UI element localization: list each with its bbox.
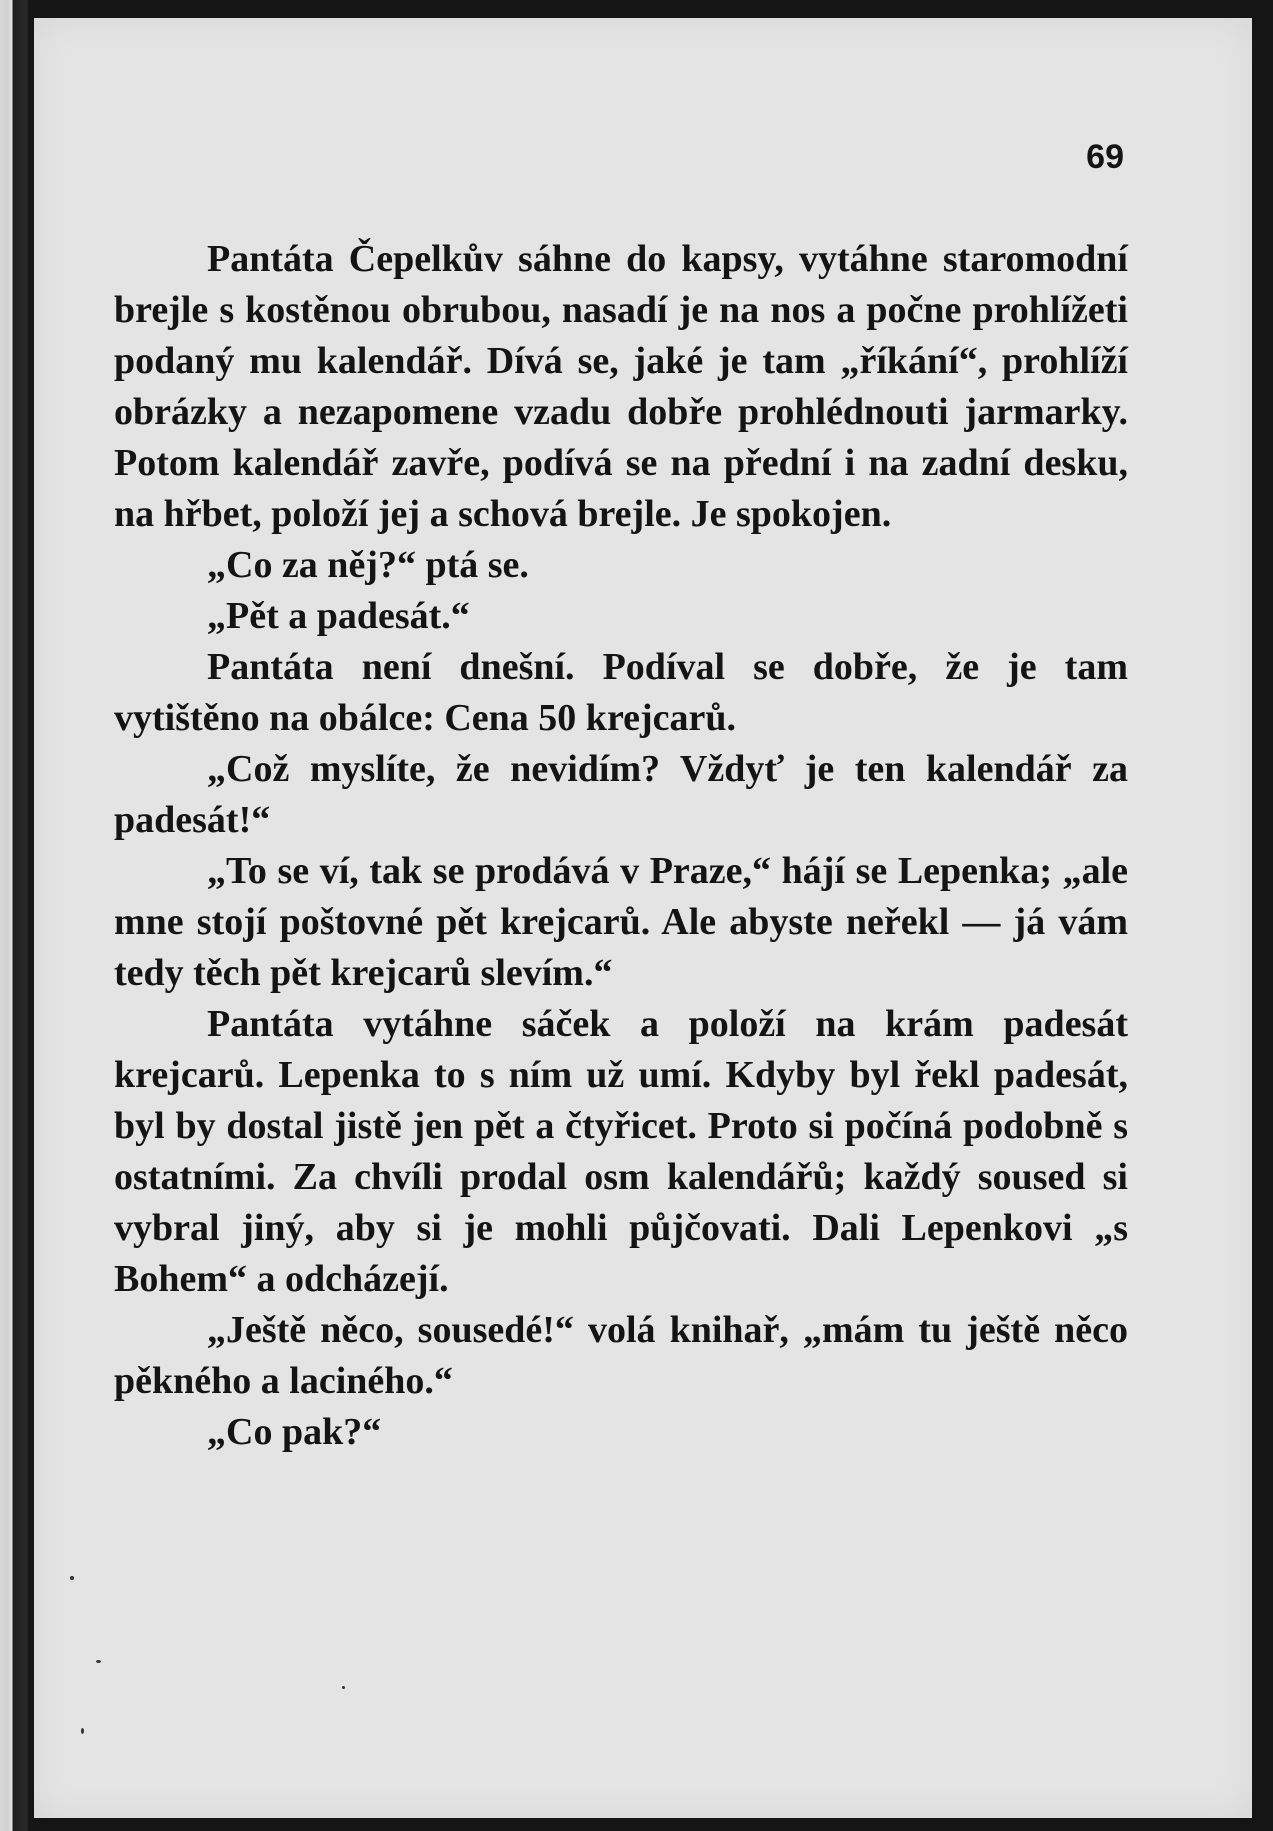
scan-speck (96, 1660, 101, 1663)
body-text (114, 234, 1128, 1458)
page-number: 69 (1086, 138, 1124, 176)
paragraph: Pantáta vytáhne sáček a položí na krám padesát krejcarů. Lepenka to s ním už umí. Kdyby byl řekl padesát, byl by dostal jistě jen pět a čtyřicet. Proto si počíná podobně s ostatními. Za chvíli prodal osm kalendářů; každý soused si vybral jiný, aby si je mohli půjčovati. Dali Lepenkovi „s Bohem“ a odcházejí. (114, 1003, 1128, 1300)
book-binding-edge (0, 0, 30, 1831)
paragraph: „Pět a padesát.“ (207, 595, 470, 637)
scan-speck (342, 1686, 345, 1689)
paragraph: Pantáta Čepelkův sáhne do kapsy, vytáhne staromodní brejle s kostěnou obrubou, nasadí je na nos a počne prohlížeti podaný mu kalendář. Dívá se, jaké je tam „říkání“, prohlíží obrázky a nezapomene vzadu dobře prohlédnouti jarmarky. Potom kalendář zavře, podívá se na přední i na zadní desku, na hřbet, položí jej a schová brejle. Je spokojen. (114, 238, 1128, 535)
paragraph: „Což myslíte, že nevidím? Vždyť je ten kalendář za padesát!“ (114, 748, 1128, 841)
paragraph: „Ještě něco, sousedé!“ volá knihař, „mám tu ještě něco pěkného a laciného.“ (114, 1309, 1128, 1402)
paragraph: „Co za něj?“ ptá se. (207, 544, 529, 586)
paragraph: „To se ví, tak se prodává v Praze,“ hájí se Lepenka; „ale mne stojí poštovné pět krejcarů. Ale abyste neřekl — já vám tedy těch pět krejcarů slevím.“ (114, 850, 1128, 994)
paragraph: „Co pak?“ (207, 1411, 382, 1453)
scan-speck (70, 1576, 74, 1580)
paragraph: Pantáta není dnešní. Podíval se dobře, že je tam vytištěno na obálce: Cena 50 krejcarů. (114, 646, 1128, 739)
scan-speck (81, 1728, 84, 1734)
book-page (34, 18, 1252, 1818)
